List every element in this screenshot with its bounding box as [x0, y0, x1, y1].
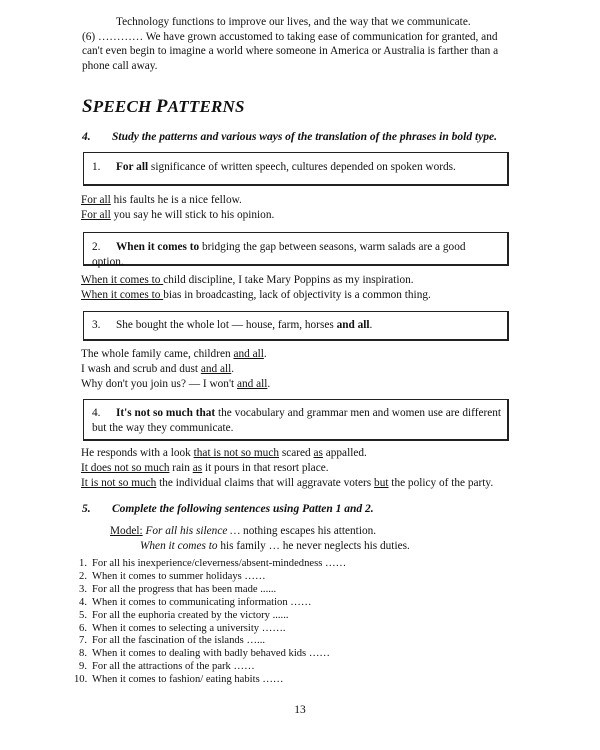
task-4-instruction: 4. Study the patterns and various ways of the translation of the phrases in bold type.: [82, 131, 497, 143]
exercise-item-number: 4.: [79, 596, 87, 608]
model-line: When it comes to his family … he never neglects his duties.: [140, 540, 410, 552]
exercise-item: [74, 584, 346, 597]
exercise-item-text: When it comes to communicating information ……: [92, 596, 312, 608]
exercise-item: [74, 674, 346, 687]
example-sentence: It is not so much the individual claims that will aggravate voters but the policy of the party.: [81, 476, 494, 489]
pattern-3-examples: [81, 347, 521, 391]
model-example: [110, 524, 410, 554]
exercise-item-number: 8.: [79, 648, 87, 660]
exercise-item-number: 9.: [79, 661, 87, 673]
exercise-item-text: For all the fascination of the islands …...: [92, 635, 265, 647]
pattern-box-1: 1. For all significance of written speech, cultures depended on spoken words.: [83, 152, 509, 186]
pattern-2-examples: [81, 273, 521, 303]
exercise-item: [74, 635, 346, 648]
exercise-item: [74, 623, 346, 636]
example-sentence: For all you say he will stick to his opinion.: [81, 208, 275, 221]
example-sentence: He responds with a look that is not so much scared as appalled.: [81, 447, 367, 459]
model-line: Model: For all his silence … nothing escapes his attention.: [110, 525, 377, 537]
exercise-item-number: 2.: [79, 570, 87, 582]
pattern-box-3: 3. She bought the whole lot — house, farm, horses and all.: [83, 311, 509, 341]
exercise-item: [74, 661, 346, 674]
intro-line: can't even begin to imagine a world where someone in America or Australia is farther than a: [82, 45, 499, 58]
pattern-4-line: 4. It's not so much that the vocabulary and grammar men and women use are different: [92, 407, 502, 419]
example-sentence: When it comes to child discipline, I take Mary Poppins as my inspiration.: [81, 274, 414, 286]
exercise-item-text: For all his inexperience/cleverness/absent-mindedness ……: [92, 558, 347, 569]
exercise-item: [74, 610, 346, 623]
exercise-item-text: When it comes to fashion/ eating habits ……: [92, 674, 284, 686]
intro-line: (6) ………… We have grown accustomed to taking ease of communication for granted, and: [82, 30, 498, 43]
exercise-item-number: 1.: [79, 558, 87, 569]
example-sentence: For all his faults he is a nice fellow.: [81, 194, 242, 206]
example-sentence: When it comes to bias in broadcasting, lack of objectivity is a common thing.: [81, 288, 431, 301]
pattern-1-examples: [81, 193, 521, 223]
intro-line: phone call away.: [82, 59, 158, 72]
exercise-item-text: When it comes to summer holidays ……: [92, 570, 266, 582]
exercise-item: [74, 558, 346, 571]
exercise-item-text: For all the euphoria created by the victory ......: [92, 609, 289, 621]
exercise-item-text: When it comes to dealing with badly behaved kids ……: [92, 648, 331, 660]
example-sentence: It does not so much rain as it pours in that resort place.: [81, 461, 329, 474]
exercise-item: [74, 571, 346, 584]
section-heading: SPEECH PATTERNS: [82, 96, 245, 117]
exercise-item-number: 5.: [79, 609, 87, 621]
exercise-list: [74, 558, 346, 687]
page-number: 13: [294, 704, 306, 716]
example-sentence: Why don't you join us? — I won't and all.: [81, 377, 271, 390]
exercise-item: [74, 597, 346, 610]
exercise-item-text: For all the progress that has been made ......: [92, 583, 277, 595]
exercise-item-text: When it comes to selecting a university …….: [92, 622, 286, 634]
pattern-4-line: but the way they communicate.: [92, 421, 234, 434]
example-sentence: The whole family came, children and all.: [81, 348, 267, 360]
intro-line: Technology functions to improve our lives, and the way that we communicate.: [116, 16, 471, 28]
exercise-item-number: 7.: [79, 635, 87, 647]
example-sentence: I wash and scrub and dust and all.: [81, 362, 235, 375]
exercise-item-number: 3.: [79, 583, 87, 595]
intro-paragraph: [82, 15, 518, 73]
pattern-4-examples: [81, 446, 521, 490]
pattern-box-2: 2. When it comes to bridging the gap between seasons, warm salads are a good option.: [83, 232, 509, 266]
task-5-instruction: 5. Complete the following sentences using Patten 1 and 2.: [82, 503, 374, 515]
pattern-box-4: [83, 399, 509, 441]
exercise-item-number: 6.: [79, 622, 87, 634]
exercise-item-number: 10.: [74, 674, 88, 686]
exercise-item: [74, 648, 346, 661]
exercise-item-text: For all the attractions of the park ……: [92, 661, 255, 673]
